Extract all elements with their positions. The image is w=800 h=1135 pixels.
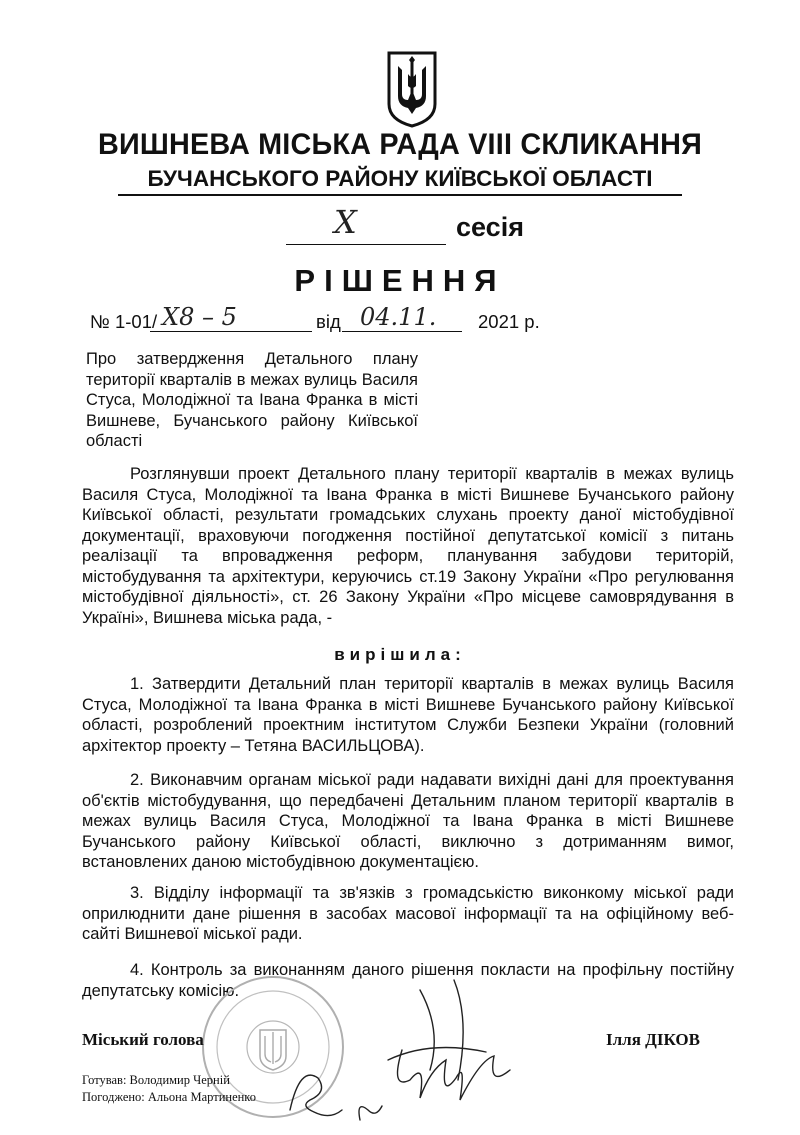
council-title: ВИШНЕВА МІСЬКА РАДА VIII СКЛИКАННЯ <box>97 128 703 161</box>
mayor-label: Міський голова <box>82 1030 204 1049</box>
session-number: X <box>334 203 357 241</box>
number-prefix: № 1-01/ <box>90 311 158 332</box>
preamble-paragraph: Розглянувши проект Детального плану території кварталів в межах вулиць Василя Стуса, Молодіжної та Івана Франка в місті Вишневе Бучанського району Київської області, результати громадських слухань проекту даної містобудівної документації, враховуючи погодження постійної депутатської комісії з питань реалізації та впровадження реформ, планування забудови територій, містобудування та архітектури, керуючись ст.19 Закону України «Про регулювання містобудівної діяльності», ст. 26 Закону України «Про місцеве самоврядування в Україні», Вишнева міська рада, - <box>82 465 734 627</box>
resolution-item-4: 4. Контроль за виконанням даного рішення покласти на профільну постійну депутатську комісію. <box>82 961 734 1000</box>
decision-date: 04.11. <box>360 303 437 331</box>
date-line <box>342 331 462 332</box>
decision-number: X8 – 5 <box>162 303 237 331</box>
number-line <box>150 331 312 332</box>
decision-subject: Про затвердження Детального плану території кварталів в межах вулиць Василя Стуса, Молодіжної та Івана Франка в місті Вишневе, Бучанського району Київської області <box>86 350 418 450</box>
mayor-name: Ілля ДІКОВ <box>606 1030 700 1049</box>
district-subtitle: БУЧАНСЬКОГО РАЙОНУ КИЇВСЬКОЇ ОБЛАСТІ <box>118 166 682 196</box>
resolved-heading: вирішила: <box>334 645 466 664</box>
agreed-by: Погоджено: Альона Мартиненко <box>82 1090 256 1104</box>
coat-of-arms-icon <box>386 50 438 128</box>
registration-row <box>90 303 550 335</box>
resolution-item-1: 1. Затвердити Детальний план території кварталів в межах вулиць Василя Стуса, Молодіжної та Івана Франка в місті Вишневе Бучанського району Київської області, розроблений проектним інститутом Служби Безпеки України (головний архітектор проекту – Тетяна ВАСИЛЬЦОВА). <box>82 675 734 755</box>
prepared-by: Готував: Володимир Черній <box>82 1073 230 1087</box>
resolution-item-2: 2. Виконавчим органам міської ради надавати вихідні дані для проектування об'єктів містобудування, що передбачені Детальним планом території кварталів в межах вулиць Василя Стуса, Молодіжної та Івана Франка в місті Вишневе Бучанського району Київської області, виключно з дотриманням вимог, встановлених даною містобудівною документацією. <box>82 771 734 871</box>
decision-year: 2021 р. <box>478 311 540 332</box>
date-prefix: від <box>316 311 341 332</box>
session-number-line <box>286 226 446 245</box>
resolution-item-3: 3. Відділу інформації та зв'язків з громадськістю виконкому міської ради оприлюднити дане рішення в засобах масової інформації та на офіційному веб-сайті Вишневої міської ради. <box>82 884 734 943</box>
document-type-title: РІШЕННЯ <box>294 263 506 298</box>
handwritten-signature-icon <box>270 960 600 1130</box>
session-label: сесія <box>456 212 524 242</box>
